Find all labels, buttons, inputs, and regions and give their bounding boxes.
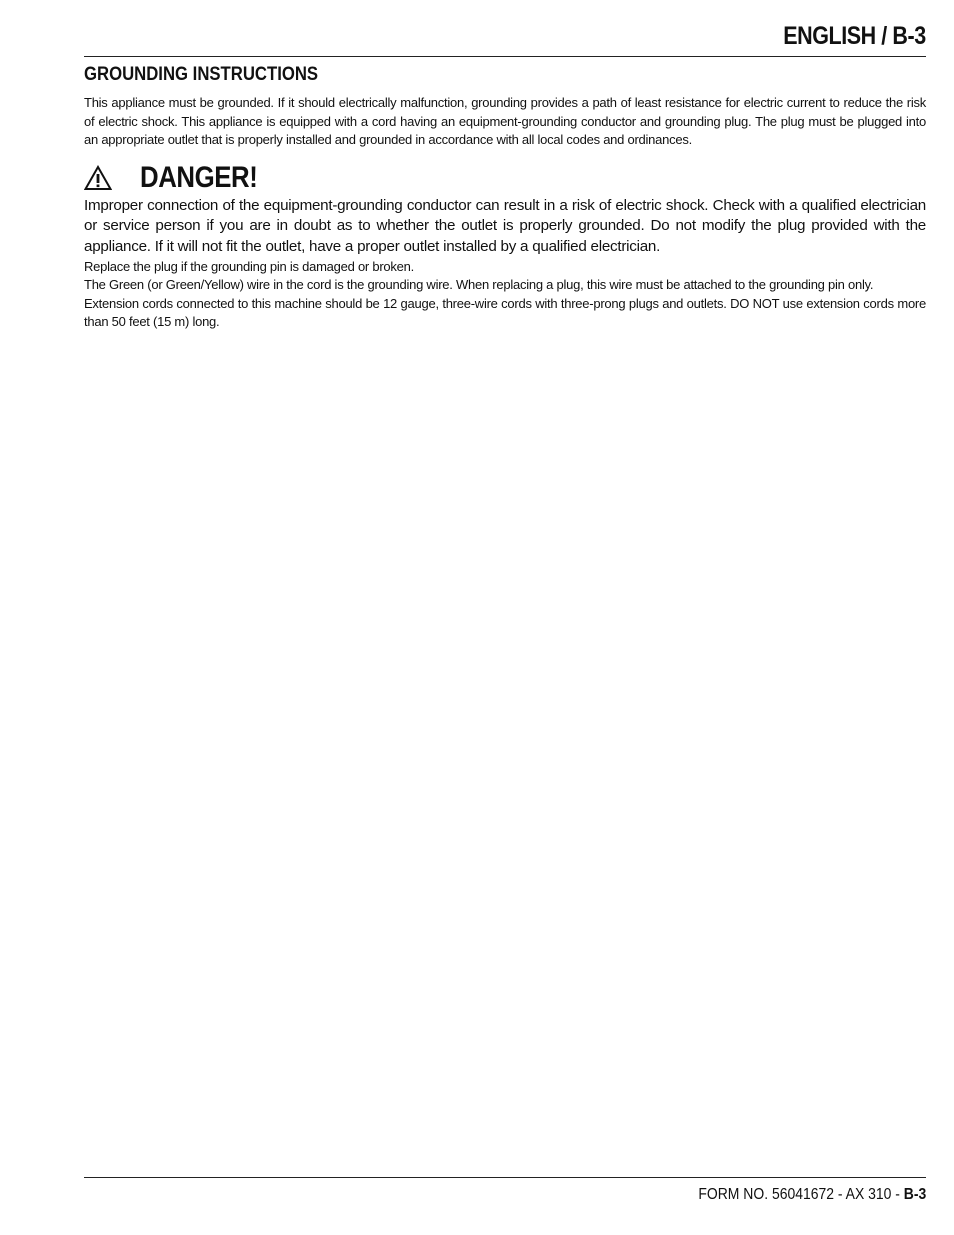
page-footer [84,1177,926,1203]
danger-note: Extension cords connected to this machine should be 12 gauge, three-wire cords with three-prong plugs and outlets. DO NOT use extension cords more than 50 feet (15 m) long. [84,295,926,330]
footer-page-number: B-3 [903,1186,926,1203]
danger-paragraph: Improper connection of the equipment-grounding conductor can result in a risk of electric shock. Check with a qualified electrician or service person if you are in doubt as to whether the outlet is properly grounded. Do not modify the plug provided with the appliance. If it will not fit the outlet, have a proper outlet installed by a qualified electrician. [84,196,926,256]
page-header [84,22,926,57]
footer-form-number [698,1186,926,1204]
grounding-heading: GROUNDING INSTRUCTIONS [84,64,319,85]
danger-note: Replace the plug if the grounding pin is damaged or broken. [84,258,414,274]
danger-heading: DANGER! [140,160,258,194]
danger-note: The Green (or Green/Yellow) wire in the cord is the grounding wire. When replacing a plug, this wire must be attached to the grounding pin only. [84,277,874,293]
danger-title-row [84,160,926,196]
page-header-title: ENGLISH / B-3 [783,22,926,50]
warning-triangle-icon [84,165,112,191]
grounding-paragraph: This appliance must be grounded. If it should electrically malfunction, grounding provides a path of least resistance for electric current to reduce the risk of electric shock. This appliance is equipped with a cord having an equipment-grounding conductor and grounding plug. The plug must be plugged into an appropriate outlet that is properly installed and grounded in accordance with all local codes and ordinances. [84,95,926,147]
page-content [84,64,926,332]
footer-form-text: FORM NO. 56041672 - AX 310 - [698,1186,904,1203]
